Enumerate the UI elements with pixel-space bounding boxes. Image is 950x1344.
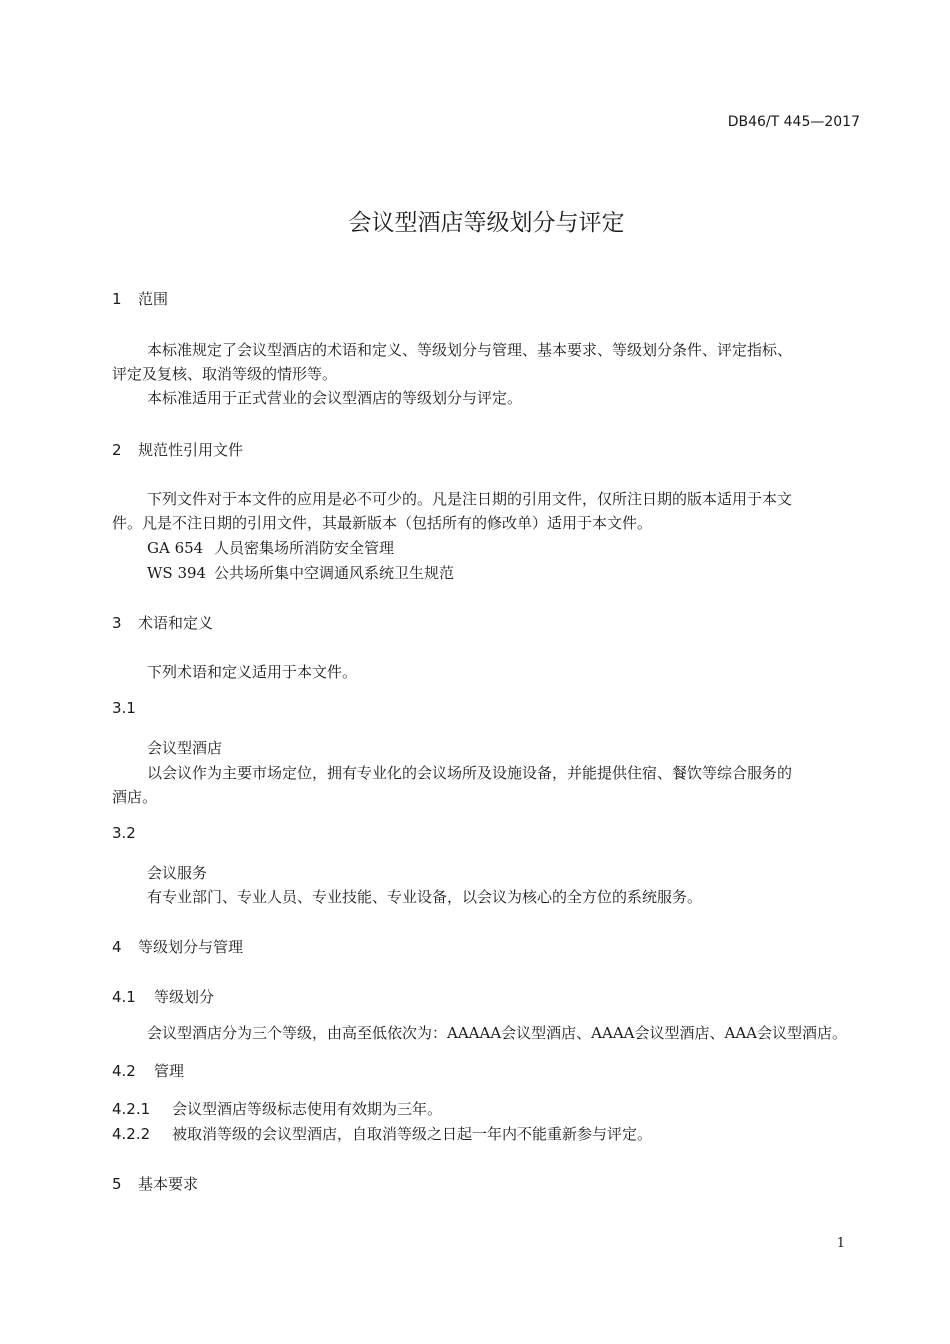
reference-name: 公共场所集中空调通风系统卫生规范 — [214, 564, 455, 582]
reference-name: 人员密集场所消防安全管理 — [214, 539, 395, 557]
clause-item — [112, 1098, 442, 1119]
term-name: 会议服务 — [147, 864, 208, 882]
reference-code: WS 394 — [147, 564, 207, 582]
section-title: 规范性引用文件 — [138, 441, 244, 459]
document-number: DB46/T 445—2017 — [727, 114, 860, 130]
section-5-heading — [112, 1173, 198, 1194]
reference-item — [147, 537, 394, 558]
page-number: 1 — [836, 1236, 845, 1251]
clause-number: 4.2.2 — [112, 1125, 151, 1143]
clause-text: 会议型酒店等级标志使用有效期为三年。 — [172, 1100, 443, 1118]
section-number: 1 — [112, 290, 122, 308]
section-4-heading — [112, 936, 243, 957]
reference-code: GA 654 — [147, 539, 204, 557]
section-number: 4 — [112, 938, 122, 956]
section-number: 3 — [112, 614, 122, 632]
paragraph: 下列术语和定义适用于本文件。 — [147, 663, 358, 681]
term-number: 3.2 — [112, 824, 136, 842]
paragraph-line: 评定及复核、取消等级的情形等。 — [112, 365, 338, 383]
subsection-4-2-heading — [112, 1060, 184, 1081]
term-definition-line: 酒店。 — [112, 788, 158, 806]
section-number: 2 — [112, 441, 122, 459]
clause-item — [112, 1123, 652, 1144]
section-title: 等级划分与管理 — [138, 938, 244, 956]
paragraph-line: 本标准规定了会议型酒店的术语和定义、等级划分与管理、基本要求、等级划分条件、评定指标、 — [147, 341, 793, 359]
subsection-number: 4.1 — [112, 988, 136, 1006]
document-title: 会议型酒店等级划分与评定 — [348, 210, 625, 236]
section-2-heading — [112, 439, 243, 460]
clause-text: 被取消等级的会议型酒店，自取消等级之日起一年内不能重新参与评定。 — [172, 1125, 653, 1143]
paragraph: 本标准适用于正式营业的会议型酒店的等级划分与评定。 — [147, 389, 523, 407]
section-3-heading — [112, 612, 213, 633]
subsection-title: 等级划分 — [154, 988, 215, 1006]
paragraph-line: 下列文件对于本文件的应用是必不可少的。凡是注日期的引用文件，仅所注日期的版本适用于本文 — [147, 490, 793, 508]
paragraph: 会议型酒店分为三个等级，由高至低依次为：AAAAA会议型酒店、AAAA会议型酒店、AAA会议型酒店。 — [147, 1024, 847, 1042]
term-number: 3.1 — [112, 699, 136, 717]
section-1-heading — [112, 288, 168, 309]
reference-item — [147, 562, 454, 583]
section-title: 范围 — [138, 290, 169, 308]
section-number: 5 — [112, 1175, 122, 1193]
paragraph-line: 件。凡是不注日期的引用文件，其最新版本（包括所有的修改单）适用于本文件。 — [112, 514, 653, 532]
section-title: 基本要求 — [138, 1175, 199, 1193]
term-definition: 有专业部门、专业人员、专业技能、专业设备，以会议为核心的全方位的系统服务。 — [147, 888, 703, 906]
term-definition-line: 以会议作为主要市场定位，拥有专业化的会议场所及设施设备，并能提供住宿、餐饮等综合服务的 — [147, 764, 793, 782]
term-name: 会议型酒店 — [147, 739, 223, 757]
subsection-4-1-heading — [112, 986, 214, 1007]
subsection-title: 管理 — [154, 1062, 185, 1080]
clause-number: 4.2.1 — [112, 1100, 151, 1118]
subsection-number: 4.2 — [112, 1062, 136, 1080]
section-title: 术语和定义 — [138, 614, 214, 632]
